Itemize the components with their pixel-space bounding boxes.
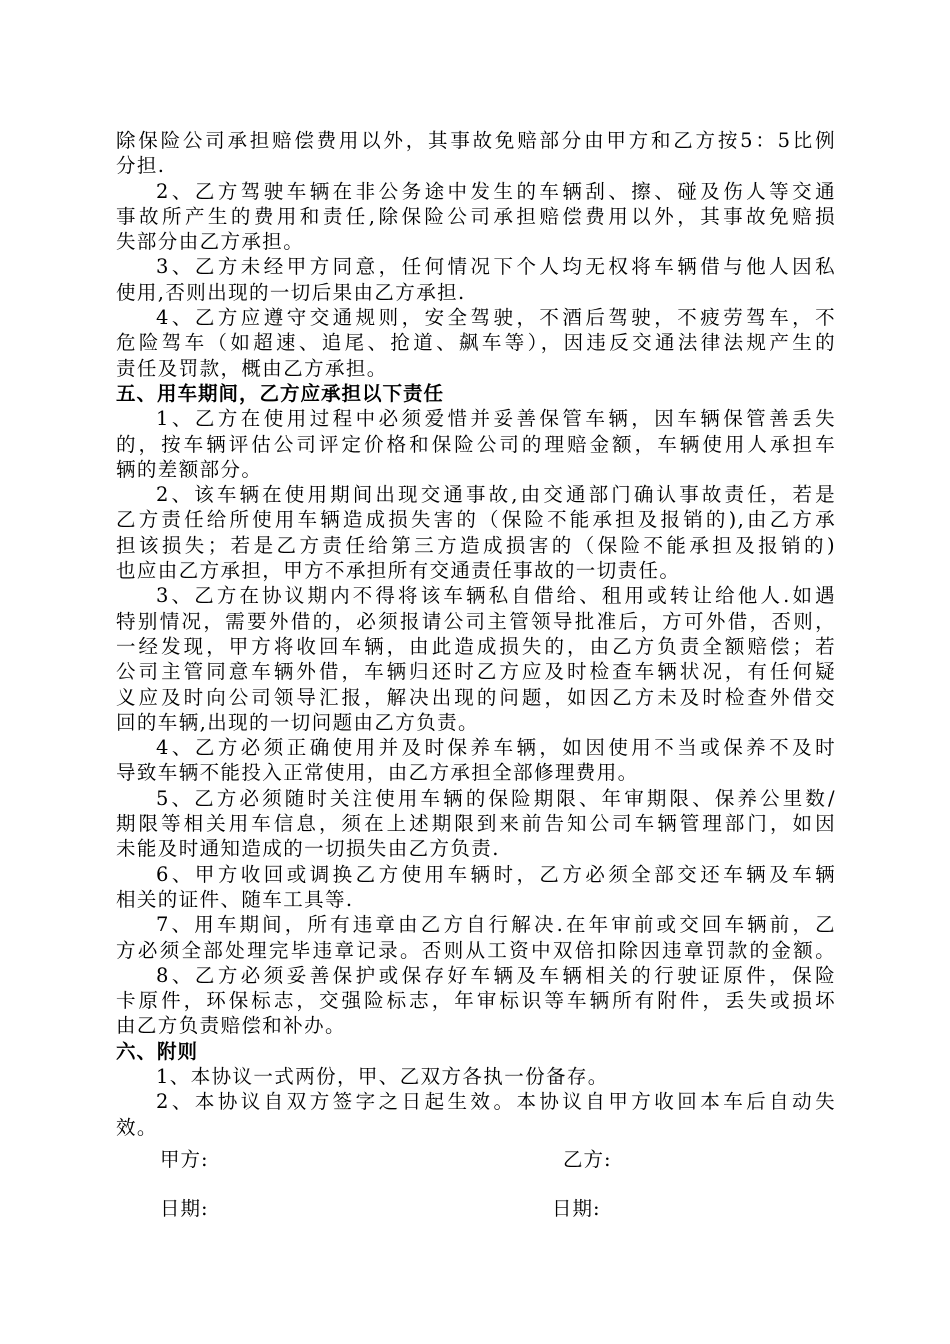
text-line: 失部分由乙方承担。 xyxy=(116,230,305,254)
text-line: 3、乙方在协议期内不得将该车辆私自借给、租用或转让给他人.如遇 xyxy=(156,584,836,608)
text-line: 辆的差额部分。 xyxy=(116,457,263,481)
text-line: 义应及时向公司领导汇报，解决出现的问题，如因乙方未及时检查外借交 xyxy=(116,685,836,709)
text-line: 卡原件，环保标志，交强险标志，年审标识等车辆所有附件，丢失或损坏 xyxy=(116,989,836,1013)
date-b-label: 日期: xyxy=(552,1197,601,1220)
text-line: 由乙方负责赔偿和补办。 xyxy=(116,1014,346,1038)
document-body xyxy=(116,128,836,1140)
text-line: 担该损失；若是乙方责任给第三方造成损害的（保险不能承担及报销的) xyxy=(116,533,836,557)
text-line: 2、乙方驾驶车辆在非公务途中发生的车辆刮、擦、碰及伤人等交通 xyxy=(156,179,836,203)
text-line: 期限等相关用车信息，须在上述期限到来前告知公司车辆管理部门，如因 xyxy=(116,812,836,836)
text-line: 7、用车期间，所有违章由乙方自行解决.在年审前或交回车辆前，乙 xyxy=(156,913,836,937)
text-line: 1、本协议一式两份，甲、乙双方各执一份备存。 xyxy=(156,1064,609,1088)
text-line: 危险驾车（如超速、追尾、抢道、飙车等），因违反交通法律法规产生的 xyxy=(116,331,836,355)
text-line: 除保险公司承担赔偿费用以外，其事故免赔部分由甲方和乙方按5：5比例 xyxy=(116,129,836,152)
text-line: 2、该车辆在使用期间出现交通事故,由交通部门确认事故责任，若是 xyxy=(156,483,836,507)
party-b-label: 乙方: xyxy=(563,1148,612,1171)
text-line: 事故所产生的费用和责任,除保险公司承担赔偿费用以外，其事故免赔损 xyxy=(116,204,836,228)
text-line: 公司主管同意车辆外借，车辆归还时乙方应及时检查车辆状况，有任何疑 xyxy=(116,660,836,684)
text-line: 使用,否则出现的一切后果由乙方承担. xyxy=(116,280,466,304)
text-line: 分担. xyxy=(116,154,166,178)
section-heading: 六、附则 xyxy=(116,1039,199,1063)
date-a-label: 日期: xyxy=(160,1197,209,1220)
text-line: 效。 xyxy=(116,1115,158,1139)
text-line: 4、乙方必须正确使用并及时保养车辆，如因使用不当或保养不及时 xyxy=(156,736,836,760)
text-line: 4、乙方应遵守交通规则，安全驾驶，不酒后驾驶，不疲劳驾车，不 xyxy=(156,306,836,330)
text-line: 8、乙方必须妥善保护或保存好车辆及车辆相关的行驶证原件，保险 xyxy=(156,963,836,987)
text-line: 6、甲方收回或调换乙方使用车辆时，乙方必须全部交还车辆及车辆 xyxy=(156,862,836,886)
text-line: 未能及时通知造成的一切损失由乙方负责. xyxy=(116,837,500,861)
text-line: 特别情况，需要外借的，必须报请公司主管领导批准后，方可外借，否则， xyxy=(116,609,836,633)
party-a-label: 甲方: xyxy=(160,1148,209,1171)
text-line: 导致车辆不能投入正常使用，由乙方承担全部修理费用。 xyxy=(116,761,639,785)
section-heading: 五、用车期间，乙方应承担以下责任 xyxy=(116,381,445,405)
text-line: 相关的证件、随车工具等. xyxy=(116,887,354,911)
text-line: 方必须全部处理完毕违章记录。否则从工资中双倍扣除因违章罚款的金额。 xyxy=(116,938,836,962)
text-line: 2、本协议自双方签字之日起生效。本协议自甲方收回本车后自动失 xyxy=(156,1090,836,1114)
text-line: 1、乙方在使用过程中必须爱惜并妥善保管车辆，因车辆保管善丢失 xyxy=(156,407,836,431)
text-line: 也应由乙方承担，甲方不承担所有交通责任事故的一切责任。 xyxy=(116,559,681,583)
text-line: 回的车辆,出现的一切问题由乙方负责。 xyxy=(116,710,479,734)
text-line: 一经发现，甲方将收回车辆，由此造成损失的，由乙方负责全额赔偿；若 xyxy=(116,634,836,658)
text-line: 的，按车辆评估公司评定价格和保险公司的理赔金额，车辆使用人承担车 xyxy=(116,432,836,456)
text-line: 责任及罚款，概由乙方承担。 xyxy=(116,356,388,380)
text-line: 乙方责任给所使用车辆造成损失害的（保险不能承担及报销的),由乙方承 xyxy=(116,508,836,532)
text-line: 5、乙方必须随时关注使用车辆的保险期限、年审期限、保养公里数/ xyxy=(156,786,836,810)
text-line: 3、乙方未经甲方同意，任何情况下个人均无权将车辆借与他人因私 xyxy=(156,255,836,279)
